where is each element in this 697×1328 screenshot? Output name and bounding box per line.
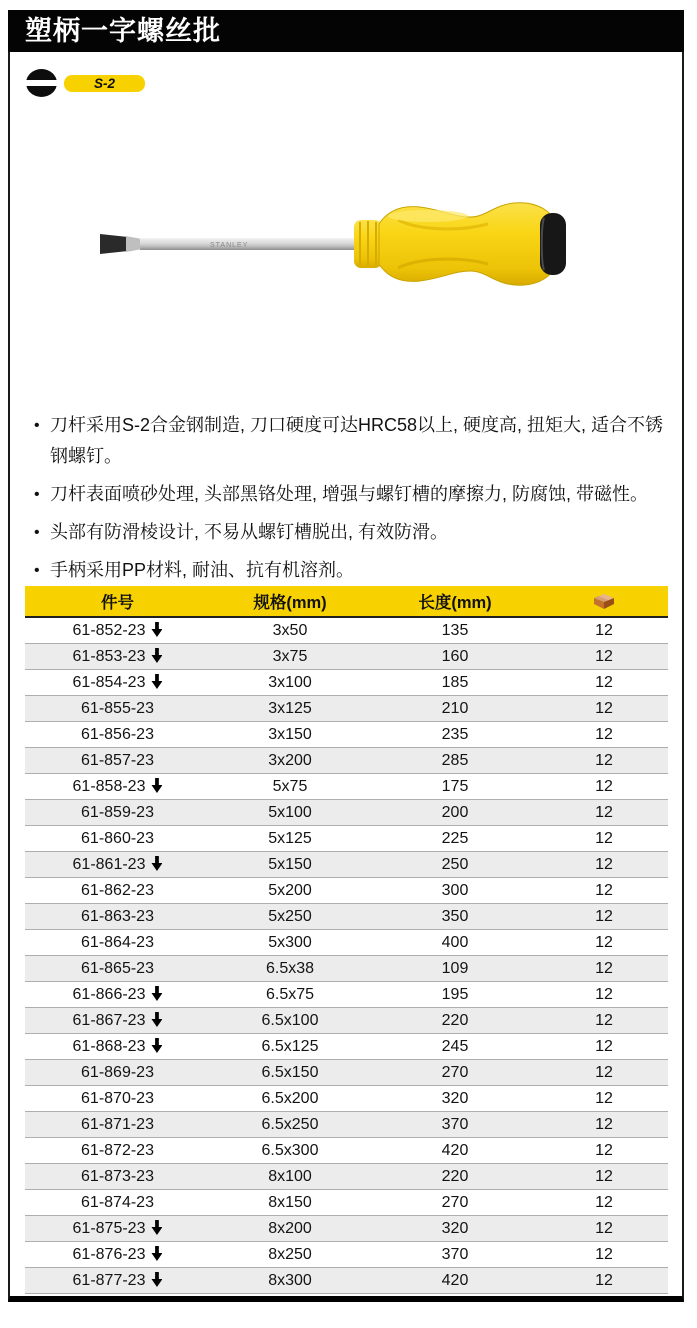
length-cell: 370 [370,1112,540,1138]
col-qty [540,586,668,617]
length-cell: 400 [370,930,540,956]
col-spec: 规格(mm) [210,586,370,617]
qty-cell: 12 [540,1086,668,1112]
qty-cell: 12 [540,1164,668,1190]
part-number-cell [25,1086,210,1112]
qty-cell: 12 [540,1112,668,1138]
part-number: 61-867-23 [72,1012,146,1029]
table-row [25,904,668,930]
spec-table [25,586,668,1294]
qty-cell: 12 [540,670,668,696]
table-row [25,696,668,722]
page-title-bar [8,10,684,52]
down-arrow-icon [151,1220,162,1235]
table-row [25,617,668,644]
length-cell: 300 [370,878,540,904]
length-cell: 245 [370,1034,540,1060]
qty-cell: 12 [540,1008,668,1034]
qty-cell: 12 [540,748,668,774]
slot-glyph [26,80,57,86]
qty-cell: 12 [540,982,668,1008]
length-cell: 225 [370,826,540,852]
down-arrow-icon [151,856,162,871]
part-number: 61-866-23 [72,986,146,1003]
down-arrow-icon [151,1272,162,1287]
table-row [25,982,668,1008]
length-cell: 285 [370,748,540,774]
feature-text: 刀杆表面喷砂处理, 头部黑铬处理, 增强与螺钉槽的摩擦力, 防腐蚀, 带磁性。 [50,484,649,504]
shaft-brand-text: STANLEY [210,242,249,249]
part-number-cell [25,644,210,670]
part-number: 61-869-23 [81,1064,154,1081]
qty-cell: 12 [540,1242,668,1268]
part-number-cell [25,956,210,982]
qty-cell: 12 [540,722,668,748]
part-number-cell [25,1216,210,1242]
down-arrow-icon [151,1246,162,1261]
part-number-cell [25,982,210,1008]
bullet-glyph: • [34,486,40,503]
table-row [25,1034,668,1060]
length-cell: 220 [370,1008,540,1034]
part-number-cell [25,1112,210,1138]
table-row [25,1164,668,1190]
part-number: 61-871-23 [81,1116,154,1133]
qty-cell: 12 [540,956,668,982]
screwdriver-illustration [98,188,570,300]
spec-table-body [25,617,668,1294]
qty-cell: 12 [540,774,668,800]
spec-cell: 6.5x150 [210,1060,370,1086]
part-number: 61-877-23 [72,1272,146,1289]
spec-cell: 8x300 [210,1268,370,1294]
part-number: 61-864-23 [81,934,154,951]
qty-cell: 12 [540,930,668,956]
feature-item [34,555,670,586]
feature-text: 刀杆采用S-2合金钢制造, 刀口硬度可达HRC58以上, 硬度高, 扭矩大, 适合不锈钢螺钉。 [50,415,664,466]
qty-cell: 12 [540,800,668,826]
length-cell: 160 [370,644,540,670]
part-number-cell [25,930,210,956]
part-number: 61-870-23 [81,1090,154,1107]
table-row [25,1242,668,1268]
part-number-cell [25,748,210,774]
part-number-cell [25,826,210,852]
feature-item [34,517,670,548]
part-number-cell [25,1138,210,1164]
down-arrow-icon [151,778,162,793]
table-row [25,956,668,982]
spec-cell: 6.5x75 [210,982,370,1008]
part-number: 61-859-23 [81,804,154,821]
col-part-number: 件号 [25,586,210,617]
shaft [140,238,358,250]
part-number: 61-863-23 [81,908,154,925]
length-cell: 320 [370,1086,540,1112]
table-row [25,1086,668,1112]
part-number: 61-868-23 [72,1038,146,1055]
part-number: 61-872-23 [81,1142,154,1159]
part-number-cell [25,1008,210,1034]
part-number: 61-854-23 [72,674,146,691]
qty-cell: 12 [540,644,668,670]
table-row [25,1008,668,1034]
part-number-cell [25,1164,210,1190]
part-number-cell [25,800,210,826]
feature-text: 手柄采用PP材料, 耐油、抗有机溶剂。 [50,560,355,580]
blade-tip [100,234,128,254]
badge-row [26,69,145,97]
length-cell: 195 [370,982,540,1008]
qty-cell: 12 [540,852,668,878]
spec-cell: 6.5x125 [210,1034,370,1060]
length-cell: 220 [370,1164,540,1190]
content-box [8,52,684,1302]
table-row [25,1112,668,1138]
qty-cell: 12 [540,826,668,852]
length-cell: 235 [370,722,540,748]
part-number-cell [25,1034,210,1060]
spec-table-header [25,586,668,617]
spec-cell: 5x75 [210,774,370,800]
length-cell: 350 [370,904,540,930]
qty-cell: 12 [540,696,668,722]
down-arrow-icon [151,1038,162,1053]
spec-cell: 8x250 [210,1242,370,1268]
length-cell: 370 [370,1242,540,1268]
qty-cell: 12 [540,1060,668,1086]
spec-cell: 3x50 [210,617,370,644]
table-row [25,1216,668,1242]
table-row [25,878,668,904]
down-arrow-icon [151,1012,162,1027]
spec-cell: 8x200 [210,1216,370,1242]
spec-cell: 6.5x38 [210,956,370,982]
qty-cell: 12 [540,878,668,904]
table-row [25,774,668,800]
qty-cell: 12 [540,1034,668,1060]
bullet-glyph: • [34,524,40,541]
length-cell: 420 [370,1138,540,1164]
length-cell: 109 [370,956,540,982]
length-cell: 270 [370,1060,540,1086]
bullet-glyph: • [34,562,40,579]
part-number: 61-862-23 [81,882,154,899]
length-cell: 320 [370,1216,540,1242]
part-number: 61-860-23 [81,830,154,847]
part-number-cell [25,670,210,696]
spec-cell: 5x300 [210,930,370,956]
part-number-cell [25,852,210,878]
qty-cell: 12 [540,904,668,930]
part-number-cell [25,617,210,644]
part-number: 61-853-23 [72,648,146,665]
table-row [25,1190,668,1216]
qty-cell: 12 [540,1138,668,1164]
part-number: 61-856-23 [81,726,154,743]
part-number-cell [25,696,210,722]
part-number-cell [25,722,210,748]
part-number: 61-861-23 [72,856,146,873]
part-number: 61-855-23 [81,700,154,717]
length-cell: 185 [370,670,540,696]
down-arrow-icon [151,986,162,1001]
part-number: 61-857-23 [81,752,154,769]
spec-cell: 6.5x200 [210,1086,370,1112]
table-row [25,852,668,878]
length-cell: 210 [370,696,540,722]
down-arrow-icon [151,622,162,637]
table-row [25,644,668,670]
product-image [98,188,570,300]
spec-cell: 3x75 [210,644,370,670]
steel-grade-badge: S-2 [64,75,145,92]
spec-cell: 6.5x100 [210,1008,370,1034]
table-row [25,826,668,852]
table-row [25,670,668,696]
spec-cell: 5x250 [210,904,370,930]
part-number-cell [25,1242,210,1268]
down-arrow-icon [151,648,162,663]
qty-cell: 12 [540,1268,668,1294]
feature-item [34,410,670,472]
part-number-cell [25,1190,210,1216]
part-number-cell [25,904,210,930]
part-number: 61-852-23 [72,622,146,639]
spec-cell: 8x100 [210,1164,370,1190]
spec-cell: 6.5x300 [210,1138,370,1164]
spec-cell: 8x150 [210,1190,370,1216]
part-number: 61-858-23 [72,778,146,795]
carton-icon [592,592,616,610]
spec-cell: 3x125 [210,696,370,722]
qty-cell: 12 [540,1190,668,1216]
table-row [25,800,668,826]
length-cell: 175 [370,774,540,800]
spec-cell: 3x100 [210,670,370,696]
table-row [25,722,668,748]
length-cell: 420 [370,1268,540,1294]
feature-item [34,479,670,510]
down-arrow-icon [151,674,162,689]
spec-cell: 5x100 [210,800,370,826]
spec-cell: 3x200 [210,748,370,774]
spec-cell: 3x150 [210,722,370,748]
feature-list [34,410,670,593]
length-cell: 250 [370,852,540,878]
length-cell: 270 [370,1190,540,1216]
page-title: 塑柄一字螺丝批 [25,16,221,46]
spec-cell: 5x125 [210,826,370,852]
slotted-tip-icon [26,69,57,97]
col-length: 长度(mm) [370,586,540,617]
length-cell: 200 [370,800,540,826]
part-number-cell [25,1060,210,1086]
qty-cell: 12 [540,617,668,644]
part-number-cell [25,774,210,800]
part-number: 61-873-23 [81,1168,154,1185]
qty-cell: 12 [540,1216,668,1242]
table-row [25,930,668,956]
table-row [25,1138,668,1164]
spec-cell: 6.5x250 [210,1112,370,1138]
table-row [25,1060,668,1086]
part-number: 61-865-23 [81,960,154,977]
part-number-cell [25,1268,210,1294]
spec-cell: 5x150 [210,852,370,878]
part-number-cell [25,878,210,904]
feature-text: 头部有防滑棱设计, 不易从螺钉槽脱出, 有效防滑。 [50,522,449,542]
bullet-glyph: • [34,417,40,434]
spec-cell: 5x200 [210,878,370,904]
part-number: 61-876-23 [72,1246,146,1263]
table-row [25,1268,668,1294]
part-number: 61-875-23 [72,1220,146,1237]
length-cell: 135 [370,617,540,644]
part-number: 61-874-23 [81,1194,154,1211]
table-row [25,748,668,774]
